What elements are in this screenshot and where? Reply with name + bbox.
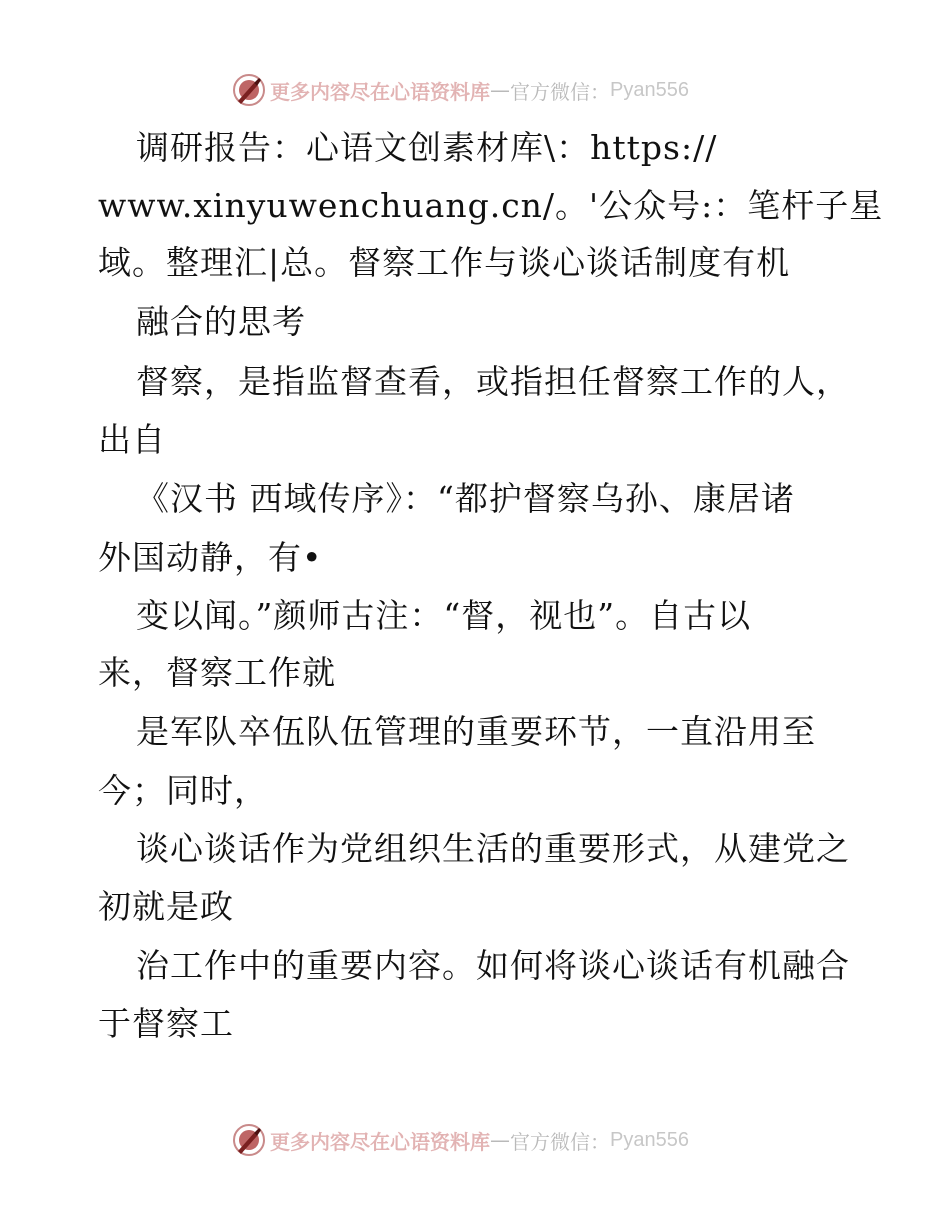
text-line: 是军队卒伍队伍管理的重要环节，一直沿用至 bbox=[136, 712, 816, 751]
text-line: 谈心谈话作为党组织生活的重要形式，从建党之 bbox=[136, 829, 850, 868]
text-line: 外国动静，有• bbox=[98, 538, 323, 577]
text-line: www.xinyuwenchuang.cn/。'公众号:：笔杆子星 bbox=[98, 186, 884, 225]
text-line: 督察，是指监督查看，或指担任督察工作的人， bbox=[136, 362, 850, 401]
watermark-separator: — bbox=[490, 1128, 510, 1152]
pen-logo-icon bbox=[232, 1123, 266, 1157]
watermark-wechat-id: Pyan556 bbox=[610, 1128, 689, 1151]
text-line: 融合的思考 bbox=[136, 302, 306, 341]
watermark-wechat-label: 官方微信： bbox=[510, 79, 610, 104]
text-line: 调研报告：心语文创素材库\：https:// bbox=[136, 128, 718, 167]
text-line: 变以闻。”颜师古注：“督，视也”。自古以 bbox=[136, 596, 752, 635]
text-line: 来，督察工作就 bbox=[98, 653, 336, 692]
watermark-separator: — bbox=[490, 78, 510, 102]
text-line: 初就是政 bbox=[98, 887, 234, 926]
footer-watermark bbox=[232, 1120, 689, 1160]
header-watermark bbox=[232, 70, 689, 110]
watermark-wechat-id: Pyan556 bbox=[610, 78, 689, 101]
text-line: 今；同时， bbox=[98, 771, 268, 810]
text-line: 于督察工 bbox=[98, 1004, 234, 1043]
text-line: 域。整理汇|总。督察工作与谈心谈话制度有机 bbox=[98, 243, 791, 282]
pen-logo-icon bbox=[232, 73, 266, 107]
text-line: 《汉书 西域传序》：“都护督察乌孙、康居诸 bbox=[136, 479, 795, 518]
text-line: 出自 bbox=[98, 420, 166, 459]
watermark-wechat-label: 官方微信： bbox=[510, 1129, 610, 1154]
text-line: 治工作中的重要内容。如何将谈心谈话有机融合 bbox=[136, 946, 850, 985]
watermark-text: 更多内容尽在心语资料库 bbox=[270, 79, 490, 104]
watermark-text: 更多内容尽在心语资料库 bbox=[270, 1129, 490, 1154]
